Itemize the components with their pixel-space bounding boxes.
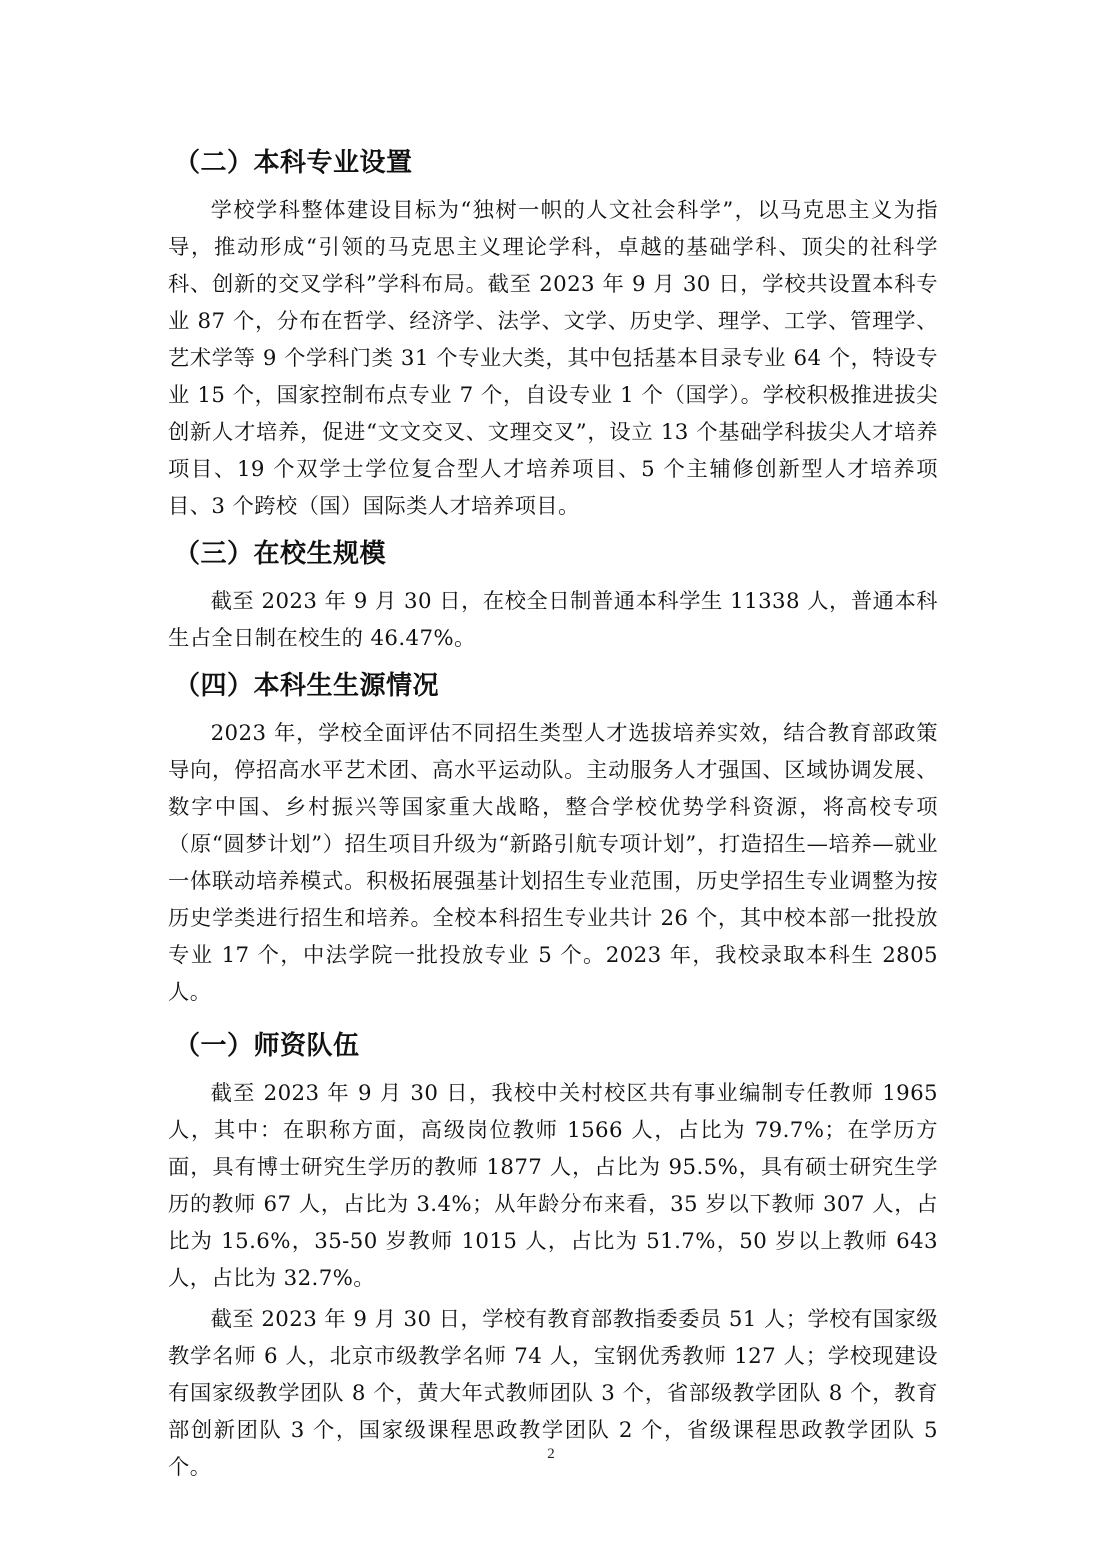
section-heading-student-scale: （三）在校生规模: [174, 539, 387, 569]
paragraph-faculty-honors: 截至 2023 年 9 月 30 日，学校有教育部教指委委员 51 人；学校有国家级教学名师 6 人，北京市级教学名师 74 人，宝钢优秀教师 127 人；学校现建设有国家级教学团队 8 个，黄大年式教师团队 3 个，省部级教学团队 8 个，教育部创新团队 3 个，国家级课程思政教学团队 2 个，省级课程思政教学团队 5 个。: [168, 1307, 938, 1480]
document-page: [168, 138, 938, 1486]
section-heading-student-source: （四）本科生生源情况: [174, 671, 440, 701]
paragraph-faculty-composition: 截至 2023 年 9 月 30 日，我校中关村校区共有事业编制专任教师 1965 人，其中：在职称方面，高级岗位教师 1566 人，占比为 79.7%；在学历方面，具有博士研究生学历的教师 1877 人，占比为 95.5%，具有硕士研究生学历的教师 67 人，占比为 3.4%；从年龄分布来看，35 岁以下教师 307 人，占比为 15.6%，35-50 岁教师 1015 人，占比为 51.7%，50 岁以上教师 643 人，占比为 32.7%。: [168, 1081, 938, 1291]
page-number: 2: [547, 1446, 555, 1462]
paragraph-student-scale: 截至 2023 年 9 月 30 日，在校全日制普通本科学生 11338 人，普通本科生占全日制在校生的 46.47%。: [168, 589, 938, 651]
paragraph-major-settings: 学校学科整体建设目标为“独树一帜的人文社会科学”，以马克思主义为指导，推动形成“引领的马克思主义理论学科，卓越的基础学科、顶尖的社科学科、创新的交叉学科”学科布局。截至 2023 年 9 月 30 日，学校共设置本科专业 87 个，分布在哲学、经济学、法学、文学、历史学、理学、工学、管理学、艺术学等 9 个学科门类 31 个专业大类，其中包括基本目录专业 64 个，特设专业 15 个，国家控制布点专业 7 个，自设专业 1 个（国学）。学校积极推进拔尖创新人才培养，促进“文文交叉、文理交叉”，设立 13 个基础学科拔尖人才培养项目、19 个双学士学位复合型人才培养项目、5 个主辅修创新型人才培养项目、3 个跨校（国）国际类人才培养项目。: [168, 198, 938, 519]
paragraph-student-source: 2023 年，学校全面评估不同招生类型人才选拔培养实效，结合教育部政策导向，停招高水平艺术团、高水平运动队。主动服务人才强国、区域协调发展、数字中国、乡村振兴等国家重大战略，整合学校优势学科资源，将高校专项（原“圆梦计划”）招生项目升级为“新路引航专项计划”，打造招生—培养—就业一体联动培养模式。积极拓展强基计划招生专业范围，历史学招生专业调整为按历史学类进行招生和培养。全校本科招生专业共计 26 个，其中校本部一批投放专业 17 个，中法学院一批投放专业 5 个。2023 年，我校录取本科生 2805 人。: [168, 721, 938, 1005]
section-heading-faculty: （一）师资队伍: [174, 1031, 360, 1061]
spacer: [168, 1011, 938, 1021]
section-heading-major-settings: （二）本科专业设置: [174, 148, 413, 178]
